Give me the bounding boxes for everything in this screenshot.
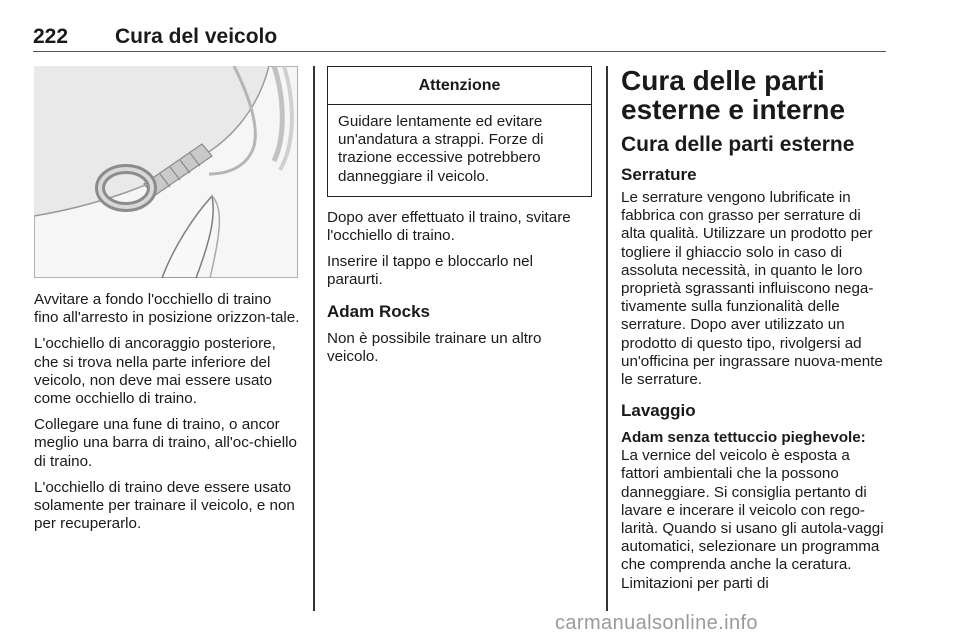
heading-lavaggio: Lavaggio bbox=[621, 401, 696, 421]
subheading-adam-senza-tettuccio: Adam senza tettuccio pieghevole: bbox=[621, 429, 866, 447]
column-divider-right bbox=[606, 66, 608, 611]
towing-eye-illustration bbox=[34, 66, 298, 278]
warning-box bbox=[327, 66, 592, 197]
paragraph-rear-eye: L'occhiello di ancoraggio posteriore, che si trova nella parte inferiore del veicolo, non deve mai essere usato come occhiello di traino. bbox=[34, 335, 276, 408]
column-divider-left bbox=[313, 66, 315, 611]
subheading-adam-rocks: Adam Rocks bbox=[327, 301, 430, 321]
page-number: 222 bbox=[33, 25, 69, 48]
column-2 bbox=[327, 66, 592, 366]
paragraph-lavaggio: La vernice del veicolo è esposta a fattori ambientali che la possono danneggiare. Si consiglia pertanto di lavare e incerare il veicolo con rego-larità. Quando si usano gli autola-vaggi automatici, selezionare un programma che comprenda anche la ceratura. Limitazioni per parti di bbox=[621, 447, 884, 592]
warning-text: Guidare lentamente ed evitare un'andatura a strappi. Forze di trazione eccessive potrebbero danneggiare il veicolo. bbox=[338, 113, 544, 185]
towing-eye-drawing bbox=[34, 66, 298, 278]
page-header bbox=[33, 24, 886, 52]
watermark: carmanualsonline.info bbox=[555, 612, 758, 634]
paragraph-insert-cap: Inserire il tappo e bloccarlo nel paraurti. bbox=[327, 253, 533, 289]
paragraph-serrature: Le serrature vengono lubrificate in fabbrica con grasso per serrature di alta qualità. Utilizzare un prodotto per togliere il ghiaccio solo in caso di assoluta necessità, in quanto le loro proprietà sgrassanti influiscono nega-tivamente sulla funzionalità delle serrature. Dopo aver utilizzato un prodotto di questo tipo, rivolgersi ad un'officina per ingrassare nuova-mente le serrature. bbox=[621, 189, 883, 389]
column-3 bbox=[621, 66, 889, 593]
heading-serrature: Serrature bbox=[621, 165, 697, 184]
main-heading: Cura delle parti esterne e interne bbox=[621, 65, 846, 125]
section-title: Cura del veicolo bbox=[115, 25, 278, 48]
paragraph-tow-rope: Collegare una fune di traino, o ancor meglio una barra di traino, all'oc-chiello di traino. bbox=[34, 416, 297, 470]
paragraph-screw-in: Avvitare a fondo l'occhiello di traino fino all'arresto in posizione orizzon-tale. bbox=[34, 291, 300, 327]
section-heading: Cura delle parti esterne bbox=[621, 133, 855, 156]
paragraph-usage: L'occhiello di traino deve essere usato solamente per trainare il veicolo, e non per recuperarlo. bbox=[34, 478, 295, 533]
warning-title: Attenzione bbox=[328, 67, 591, 105]
paragraph-unscrew: Dopo aver effettuato il traino, svitare l'occhiello di traino. bbox=[327, 208, 571, 245]
column-1 bbox=[34, 291, 300, 541]
paragraph-adam-rocks: Non è possibile trainare un altro veicolo. bbox=[327, 329, 542, 365]
